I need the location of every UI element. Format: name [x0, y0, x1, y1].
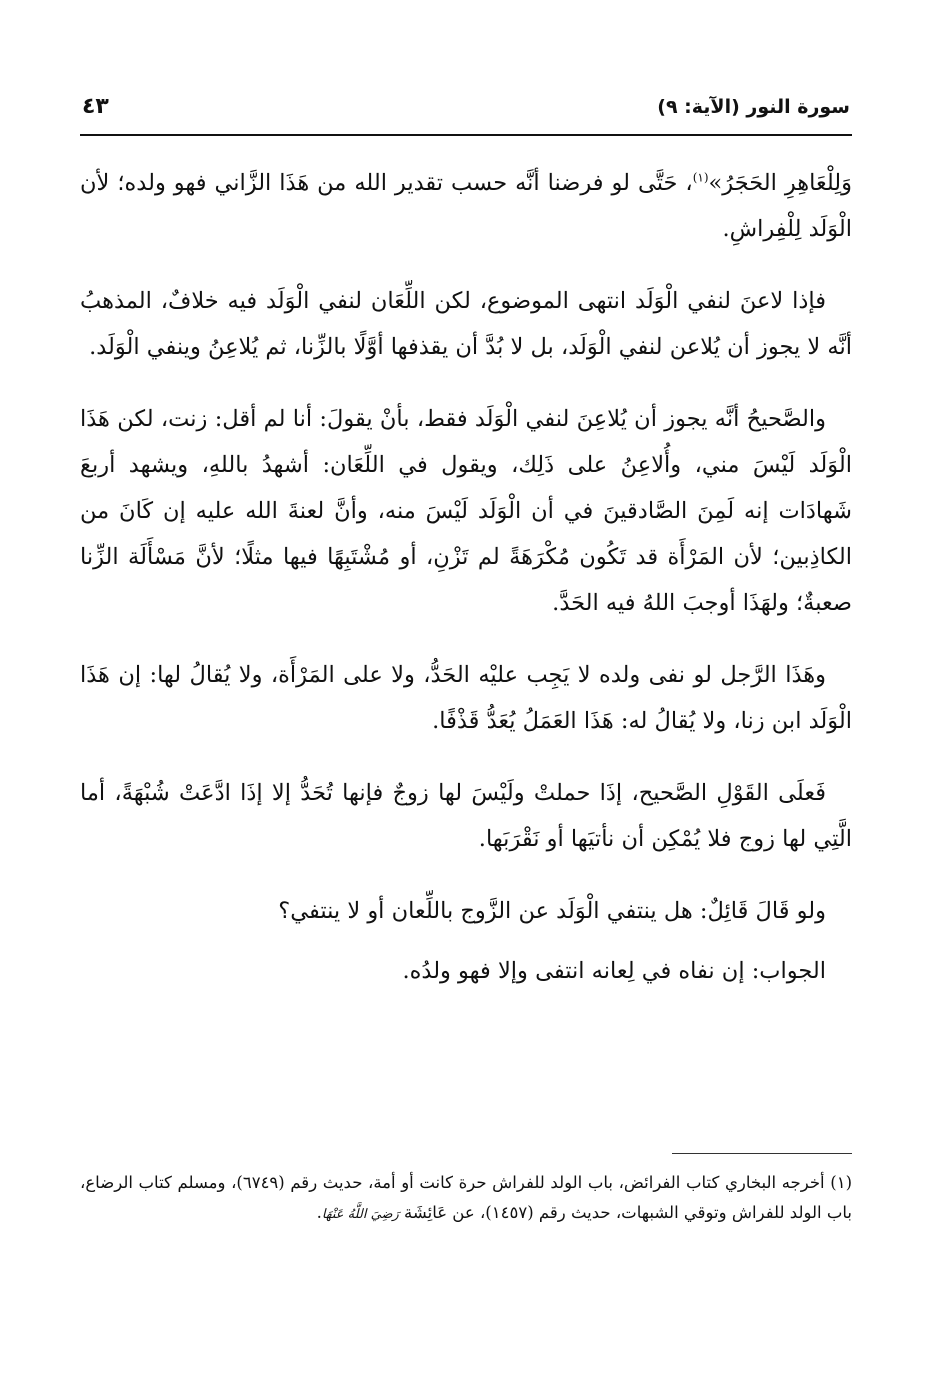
footnote-text: (١) أخرجه البخاري كتاب الفرائض، باب الولد للفراش حرة كانت أو أمة، حديث رقم (٦٧٤٩)، ومسلم كتاب الرضاع، باب الولد للفراش وتوقي الشبهات، حديث رقم (١٤٥٧)، عن عَائِشَة — [80, 1173, 852, 1222]
question-paragraph: ولو قَالَ قَائِلٌ: هل ينتفي الْوَلَد عن الزَّوج باللِّعان أو لا ينتفي؟ — [278, 898, 826, 924]
paragraph-2: فإذا لاعنَ لنفي الْوَلَد انتهى الموضوع، لكن اللِّعَان لنفي الْوَلَد فيه خلافٌ، المذهبُ أنَّه لا يجوز أن يُلاعن لنفي الْوَلَد، بل لا بُدَّ أن يقذفها أوَّلًا بالزِّنا، ثم يُلاعِنُ وينفي الْوَلَد. — [80, 288, 852, 360]
paragraph-5: فَعلَى القَوْلِ الصَّحيح، إذَا حملتْ ولَيْسَ لها زوجٌ فإنها تُحَدُّ إلا إذَا ادَّعَتْ شُبْهَةً، أما الَّتِي لها زوج فلا يُمْكِن أن نأتيَها أو نَقْرَبَها. — [80, 780, 852, 852]
page-header — [82, 96, 850, 130]
paragraph-text: وَلِلْعَاهِرِ الحَجَرُ» — [708, 170, 852, 196]
paragraph-3: والصَّحيحُ أنَّه يجوز أن يُلاعِنَ لنفي الْوَلَد فقط، بأنْ يقولَ: أنا لم أقل: زنت، لكن هَذَا الْوَلَد لَيْسَ مني، وأُلاعِنُ على ذَلِك، ويقول في اللِّعَان: أشهدُ باللهِ، ويشهد أربعَ شَهادَات إنه لَمِنَ الصَّادقينَ في أن الْوَلَد لَيْسَ منه، وأنَّ لعنةَ الله عليه إن كَانَ من الكاذِبين؛ لأن المَرْأَة قد تَكُون مُكْرَهَةً لم تَزْنِ، أو مُشْتَبِهًا فيها مثلًا؛ لأنَّ مَسْأَلَة الزِّنا صعبةٌ؛ ولهَذَا أوجبَ اللهُ فيه الحَدَّ. — [80, 406, 852, 616]
page-number: ٤٣ — [82, 94, 109, 119]
header-rule — [80, 134, 852, 136]
paragraph-text: ، حَتَّى لو فرضنا أنَّه حسب تقدير الله من هَذَا الزَّاني فهو ولده؛ لأن الْوَلَد لِلْفِراشِ. — [80, 170, 852, 242]
footnote-rule — [672, 1153, 852, 1154]
footnote-end: . — [316, 1203, 322, 1222]
honorific-seal: رَضِيَ اللَّهُ عَنْهَا — [321, 1207, 399, 1222]
footnote — [80, 1168, 852, 1230]
answer-paragraph: الجواب: إن نفاه في لِعانه انتفى وإلا فهو ولدُه. — [402, 958, 826, 984]
running-title: سورة النور (الآية: ٩) — [657, 96, 850, 118]
paragraph-1 — [80, 160, 852, 252]
page-body — [80, 160, 852, 1008]
paragraph-4: وهَذَا الرَّجل لو نفى ولده لا يَجِب عليْه الحَدُّ، ولا على المَرْأَة، ولا يُقالُ لها: إن هَذَا الْوَلَد ابن زنا، ولا يُقالُ له: هَذَا العَمَلُ يُعَدُّ قَذْفًا. — [80, 662, 852, 734]
footnote-ref[interactable]: (١) — [692, 170, 709, 185]
